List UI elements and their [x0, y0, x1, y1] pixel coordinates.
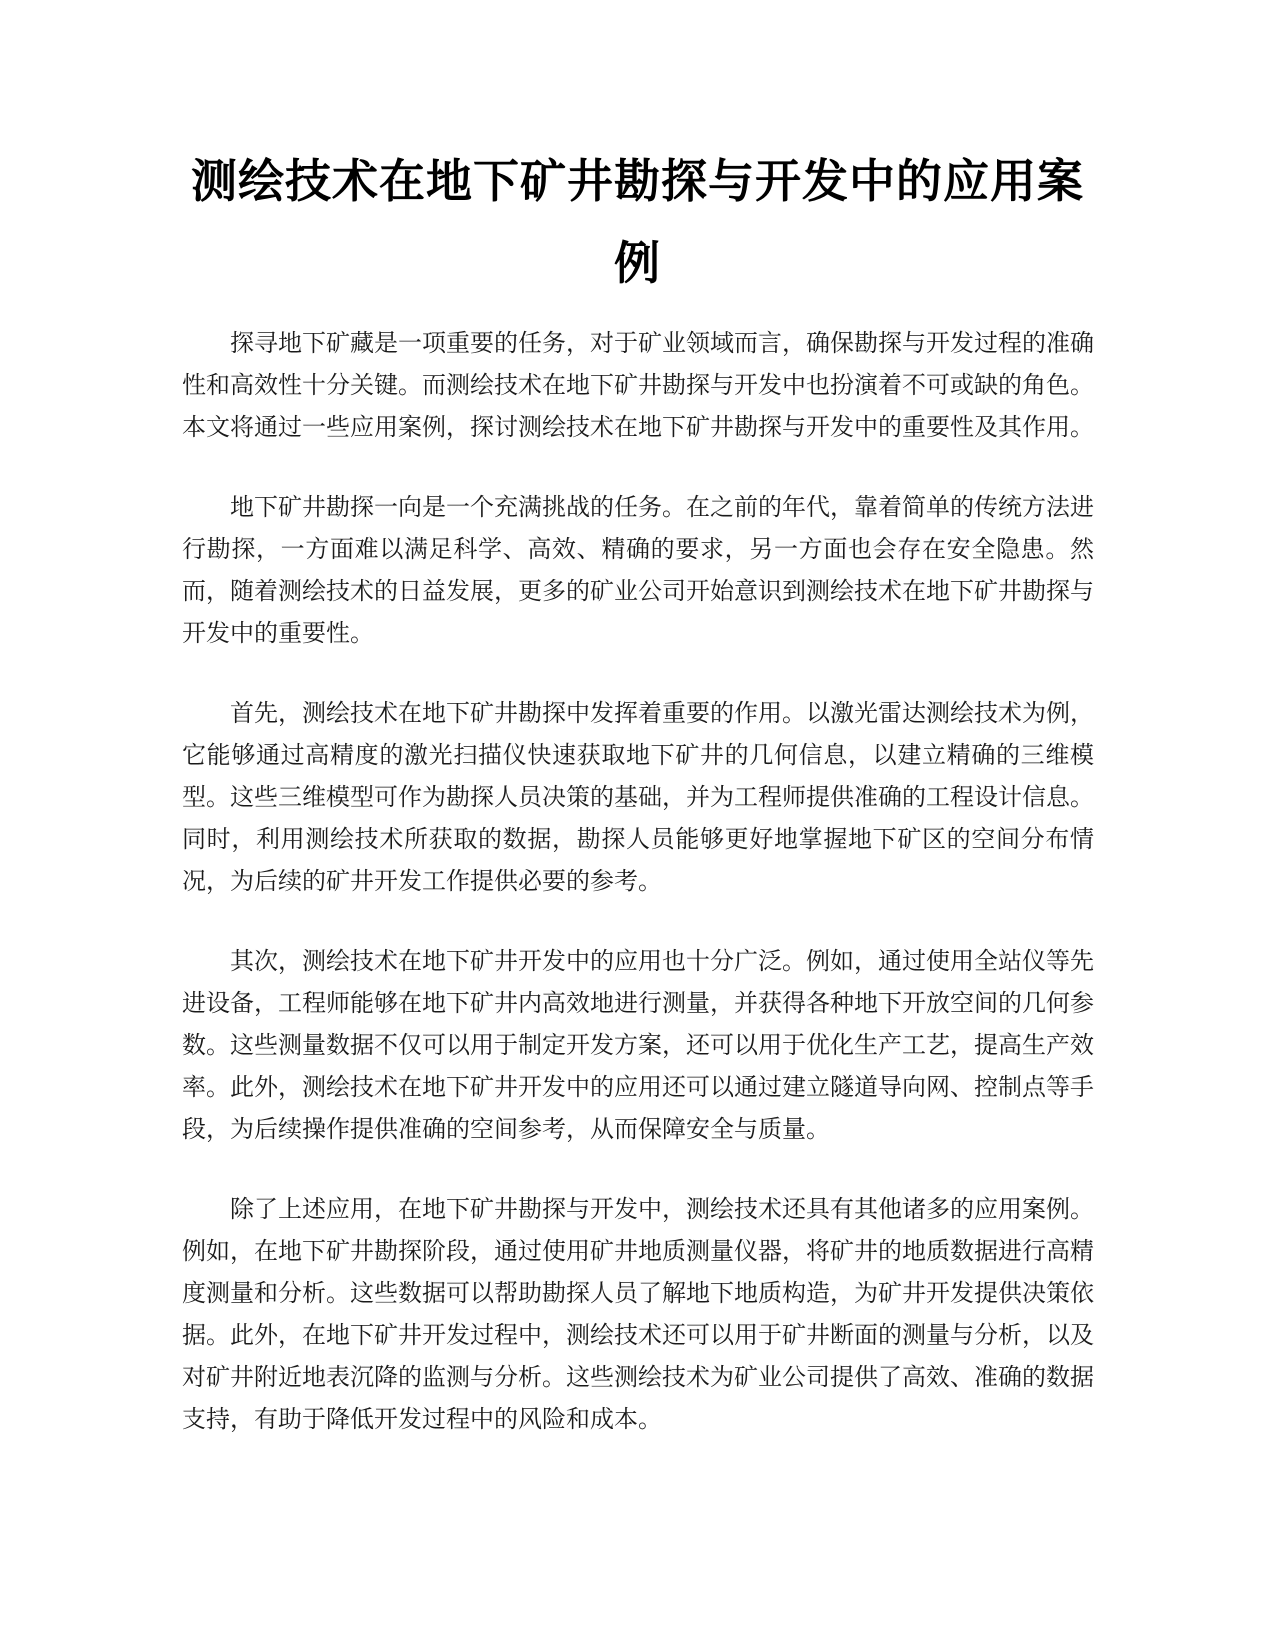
paragraph-3: 首先，测绘技术在地下矿井勘探中发挥着重要的作用。以激光雷达测绘技术为例，它能够通过高精度的激光扫描仪快速获取地下矿井的几何信息，以建立精确的三维模型。这些三维模型可作为勘探人员决策的基础，并为工程师提供准确的工程设计信息。同时，利用测绘技术所获取的数据，勘探人员能够更好地掌握地下矿区的空间分布情况，为后续的矿井开发工作提供必要的参考。	[182, 699, 1094, 895]
document-body	[182, 322, 1094, 1478]
document-title: 测绘技术在地下矿井勘探与开发中的应用案例	[191, 154, 1084, 290]
paragraph-1: 探寻地下矿藏是一项重要的任务，对于矿业领域而言，确保勘探与开发过程的准确性和高效性十分关键。而测绘技术在地下矿井勘探与开发中也扮演着不可或缺的角色。本文将通过一些应用案例，探讨测绘技术在地下矿井勘探与开发中的重要性及其作用。	[182, 329, 1094, 441]
paragraph-4: 其次，测绘技术在地下矿井开发中的应用也十分广泛。例如，通过使用全站仪等先进设备，工程师能够在地下矿井内高效地进行测量，并获得各种地下开放空间的几何参数。这些测量数据不仅可以用于制定开发方案，还可以用于优化生产工艺，提高生产效率。此外，测绘技术在地下矿井开发中的应用还可以通过建立隧道导向网、控制点等手段，为后续操作提供准确的空间参考，从而保障安全与质量。	[182, 947, 1094, 1143]
paragraph-2: 地下矿井勘探一向是一个充满挑战的任务。在之前的年代，靠着简单的传统方法进行勘探，一方面难以满足科学、高效、精确的要求，另一方面也会存在安全隐患。然而，随着测绘技术的日益发展，更多的矿业公司开始意识到测绘技术在地下矿井勘探与开发中的重要性。	[182, 493, 1094, 647]
paragraph-5: 除了上述应用，在地下矿井勘探与开发中，测绘技术还具有其他诸多的应用案例。例如，在地下矿井勘探阶段，通过使用矿井地质测量仪器，将矿井的地质数据进行高精度测量和分析。这些数据可以帮助勘探人员了解地下地质构造，为矿井开发提供决策依据。此外，在地下矿井开发过程中，测绘技术还可以用于矿井断面的测量与分析，以及对矿井附近地表沉降的监测与分析。这些测绘技术为矿业公司提供了高效、准确的数据支持，有助于降低开发过程中的风险和成本。	[182, 1195, 1094, 1433]
